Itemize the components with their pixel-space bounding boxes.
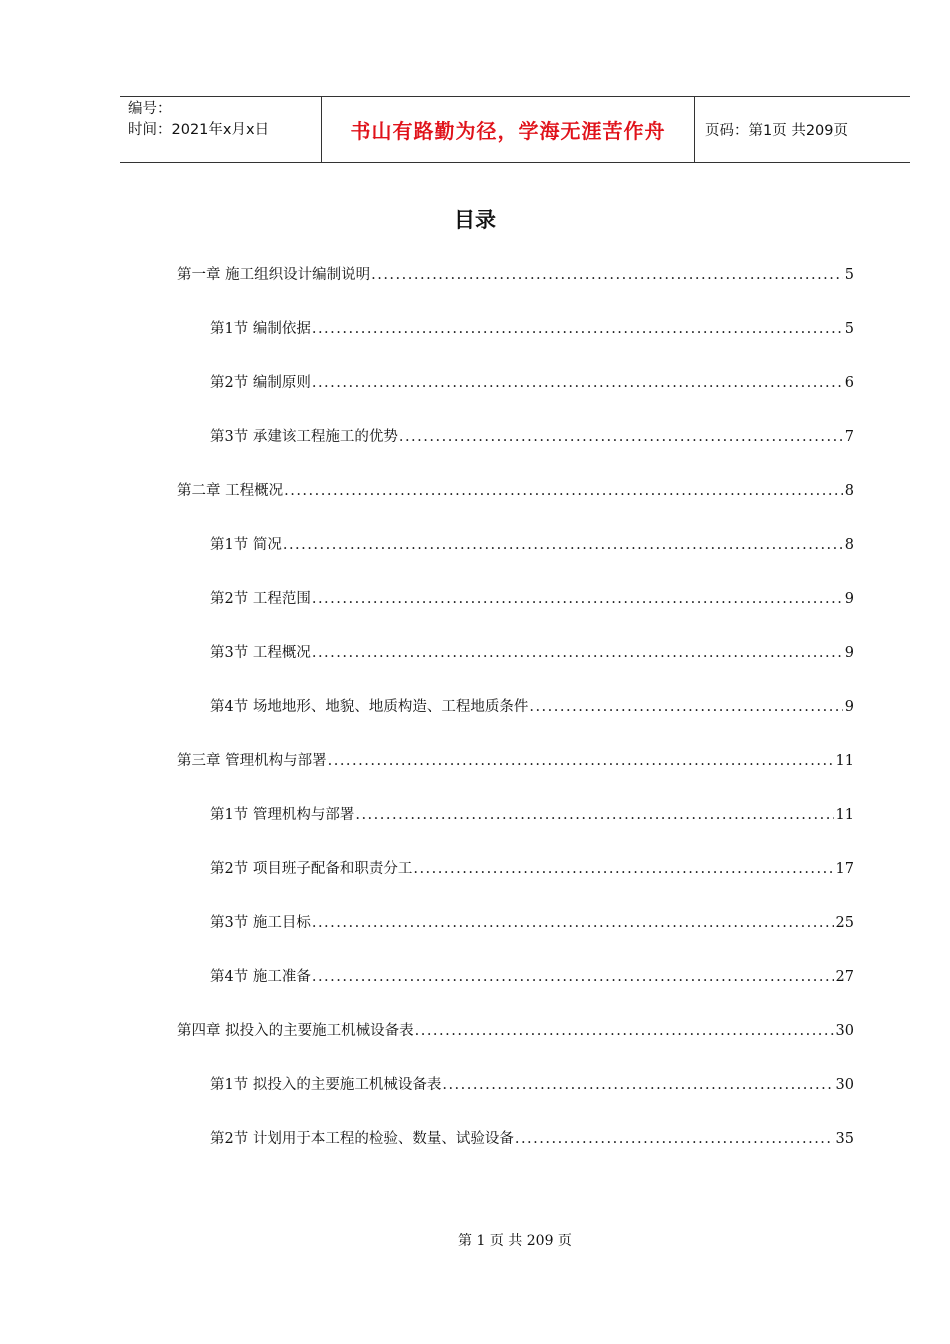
document-number-label: 编号： [128,101,172,117]
toc-section-entry[interactable] [210,1129,854,1149]
toc-entry-label: 第二章 工程概况 [177,483,284,499]
toc-dot-leader [312,967,834,987]
toc-dot-leader [442,1075,833,1095]
document-header [120,96,910,163]
toc-section-entry[interactable] [210,859,854,879]
toc-entry-label: 第4节 施工准备 [210,969,311,985]
toc-section-entry[interactable] [210,1075,854,1095]
toc-dot-leader [371,265,843,285]
toc-chapter-entry[interactable] [177,265,854,285]
toc-entry-label: 第2节 工程范围 [210,591,311,607]
header-meta [120,97,321,162]
toc-entry-page: 25 [835,915,854,931]
toc-dot-leader [328,751,834,771]
footer-page-number: 第 1 页 共 209 页 [458,1233,572,1249]
toc-section-entry[interactable] [210,589,854,609]
page-footer [0,1230,950,1250]
toc-dot-leader [312,589,843,609]
toc-chapter-entry[interactable] [177,481,854,501]
toc-dot-leader [283,535,843,555]
toc-chapter-entry[interactable] [177,1021,854,1041]
toc-dot-leader [515,1129,834,1149]
toc-entry-label: 第2节 计划用于本工程的检验、数量、试验设备 [210,1131,514,1147]
header-page-info: 页码：第1页 共209页 [705,123,849,139]
toc-dot-leader [312,643,843,663]
toc-entry-label: 第1节 管理机构与部署 [210,807,355,823]
toc-entry-label: 第1节 简况 [210,537,282,553]
toc-entry-page: 30 [835,1023,854,1039]
toc-entry-label: 第2节 编制原则 [210,375,311,391]
toc-entry-page: 35 [835,1131,854,1147]
document-time: 时间：2021年x月x日 [128,122,270,138]
toc-chapter-entry[interactable] [177,751,854,771]
toc-dot-leader [355,805,833,825]
toc-entry-page: 8 [844,483,854,499]
toc-section-entry[interactable] [210,535,854,555]
toc-entry-page: 9 [844,591,854,607]
toc-dot-leader [312,373,843,393]
header-motto-cell [321,97,695,162]
toc-entry-page: 9 [844,645,854,661]
toc-section-entry[interactable] [210,967,854,987]
toc-section-entry[interactable] [210,805,854,825]
toc-entry-label: 第3节 施工目标 [210,915,311,931]
toc-entry-label: 第1节 拟投入的主要施工机械设备表 [210,1077,442,1093]
toc-entry-page: 5 [844,267,854,283]
toc-section-entry[interactable] [210,427,854,447]
toc-entry-page: 11 [835,753,854,769]
toc-dot-leader [399,427,843,447]
toc-section-entry[interactable] [210,643,854,663]
toc-dot-leader [312,913,834,933]
header-page-info-cell [695,97,910,162]
toc-entry-page: 11 [835,807,854,823]
toc-entry-page: 17 [835,861,854,877]
toc-title: 目录 [454,208,496,232]
toc-dot-leader [415,1021,834,1041]
toc-entry-label: 第2节 项目班子配备和职责分工 [210,861,413,877]
header-motto: 书山有路勤为径，学海无涯苦作舟 [350,119,666,143]
toc-entry-page: 7 [844,429,854,445]
toc-dot-leader [284,481,843,501]
toc-dot-leader [413,859,833,879]
toc-dot-leader [529,697,842,717]
toc-entry-label: 第3节 承建该工程施工的优势 [210,429,398,445]
toc-entry-label: 第1节 编制依据 [210,321,311,337]
toc-dot-leader [312,319,843,339]
toc-entry-page: 30 [835,1077,854,1093]
toc-entry-label: 第4节 场地地形、地貌、地质构造、工程地质条件 [210,699,529,715]
toc-entry-label: 第3节 工程概况 [210,645,311,661]
toc-section-entry[interactable] [210,697,854,717]
toc-entry-label: 第一章 施工组织设计编制说明 [177,267,371,283]
toc-entry-page: 27 [835,969,854,985]
toc-entry-page: 9 [844,699,854,715]
toc-entry-label: 第四章 拟投入的主要施工机械设备表 [177,1023,414,1039]
toc-entry-page: 5 [844,321,854,337]
toc-section-entry[interactable] [210,319,854,339]
toc-entry-page: 8 [844,537,854,553]
toc-entry-label: 第三章 管理机构与部署 [177,753,327,769]
toc-section-entry[interactable] [210,913,854,933]
toc-section-entry[interactable] [210,373,854,393]
toc-entry-page: 6 [844,375,854,391]
